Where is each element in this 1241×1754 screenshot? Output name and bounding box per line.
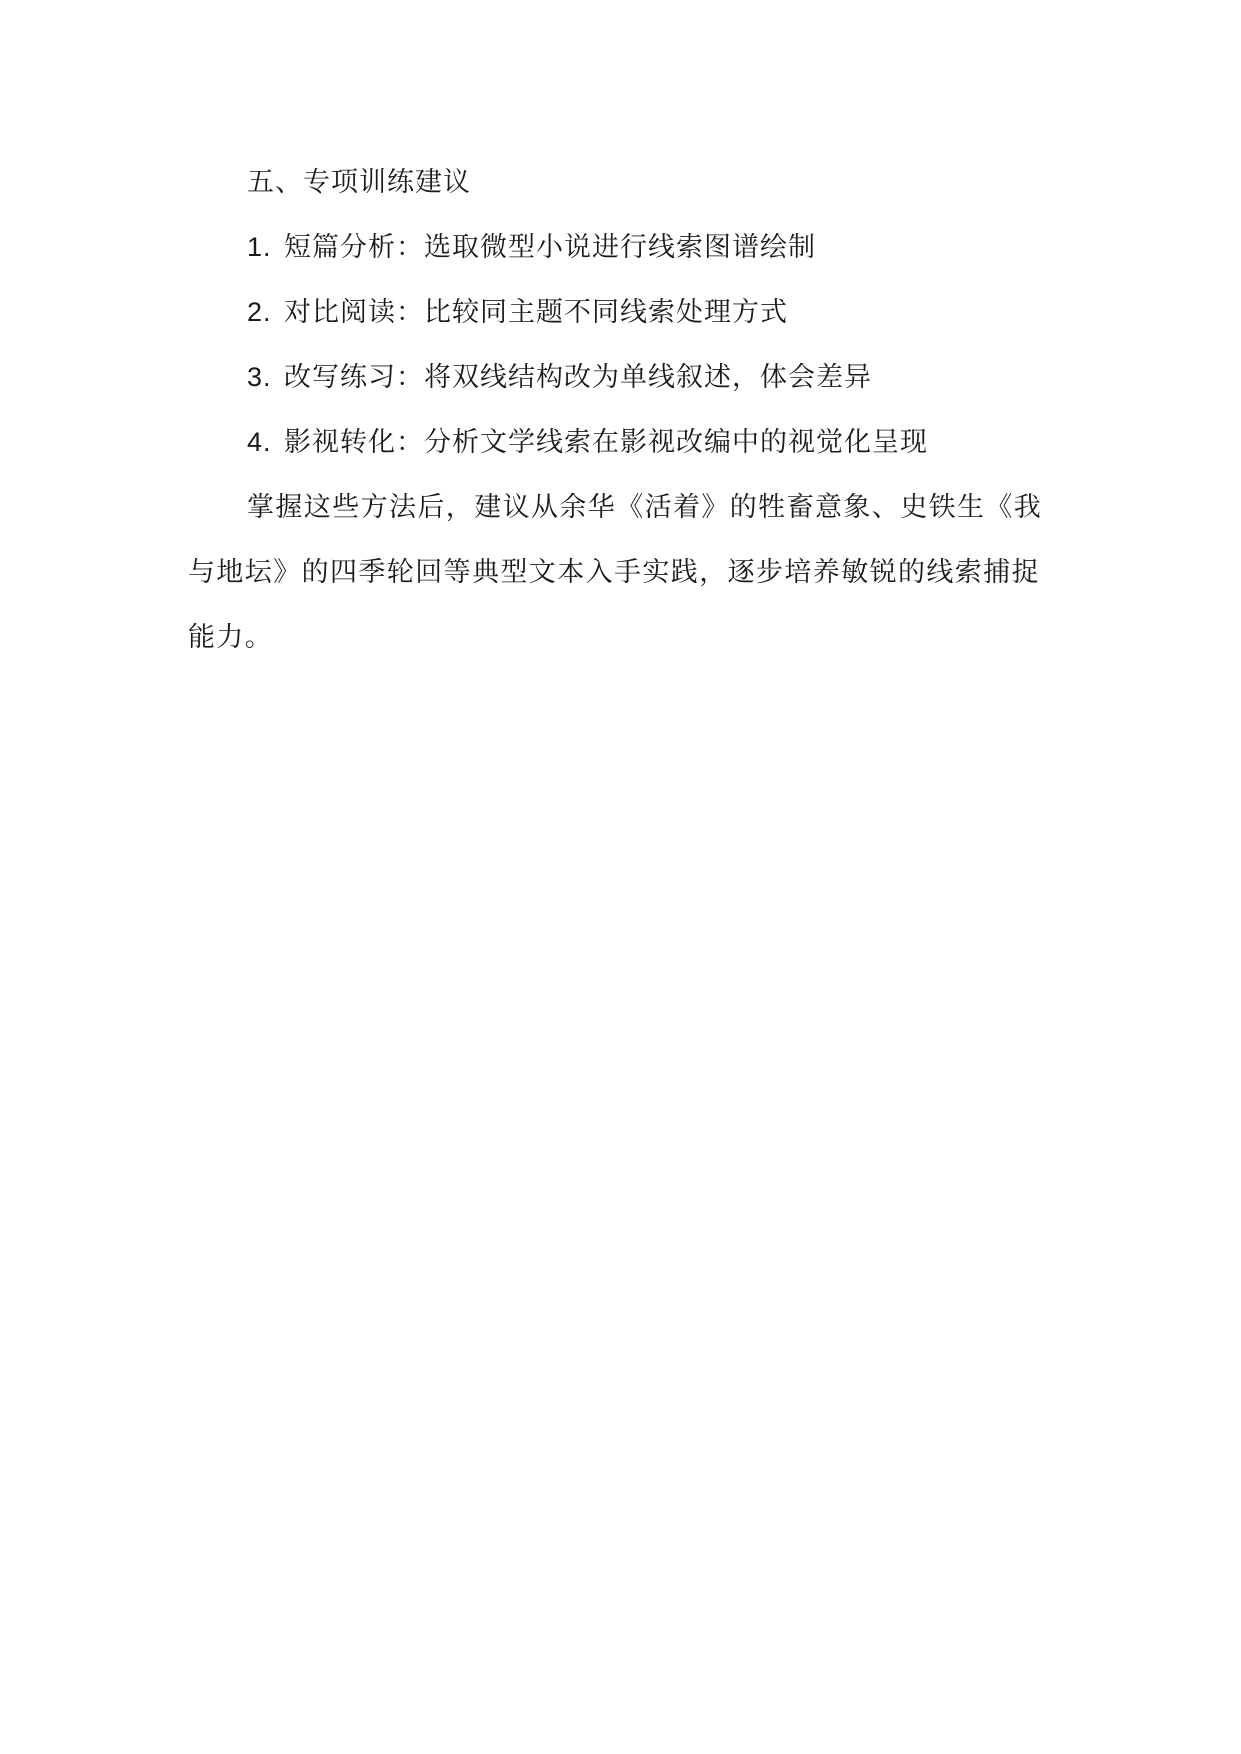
list-item-text: 对比阅读：比较同主题不同线索处理方式 <box>284 297 788 328</box>
list-item-number: 3. <box>247 362 272 392</box>
list-item-text: 改写练习：将双线结构改为单线叙述，体会差异 <box>284 362 872 393</box>
list-item <box>188 410 1058 475</box>
list-item <box>188 280 1058 345</box>
list-item-number: 1. <box>247 232 272 262</box>
list-item-text: 短篇分析：选取微型小说进行线索图谱绘制 <box>284 232 816 263</box>
list-item <box>188 345 1058 410</box>
list-item <box>188 215 1058 280</box>
list-item-number: 2. <box>247 297 272 327</box>
document-body <box>188 150 1058 670</box>
list-item-text: 影视转化：分析文学线索在影视改编中的视觉化呈现 <box>284 427 928 458</box>
training-list <box>188 215 1058 475</box>
section-heading: 五、专项训练建议 <box>247 167 471 198</box>
list-item-number: 4. <box>247 427 272 457</box>
closing-paragraph: 掌握这些方法后，建议从余华《活着》的牲畜意象、史铁生《我与地坛》的四季轮回等典型文本入手实践，逐步培养敏锐的线索捕捉能力。 <box>188 492 1043 653</box>
